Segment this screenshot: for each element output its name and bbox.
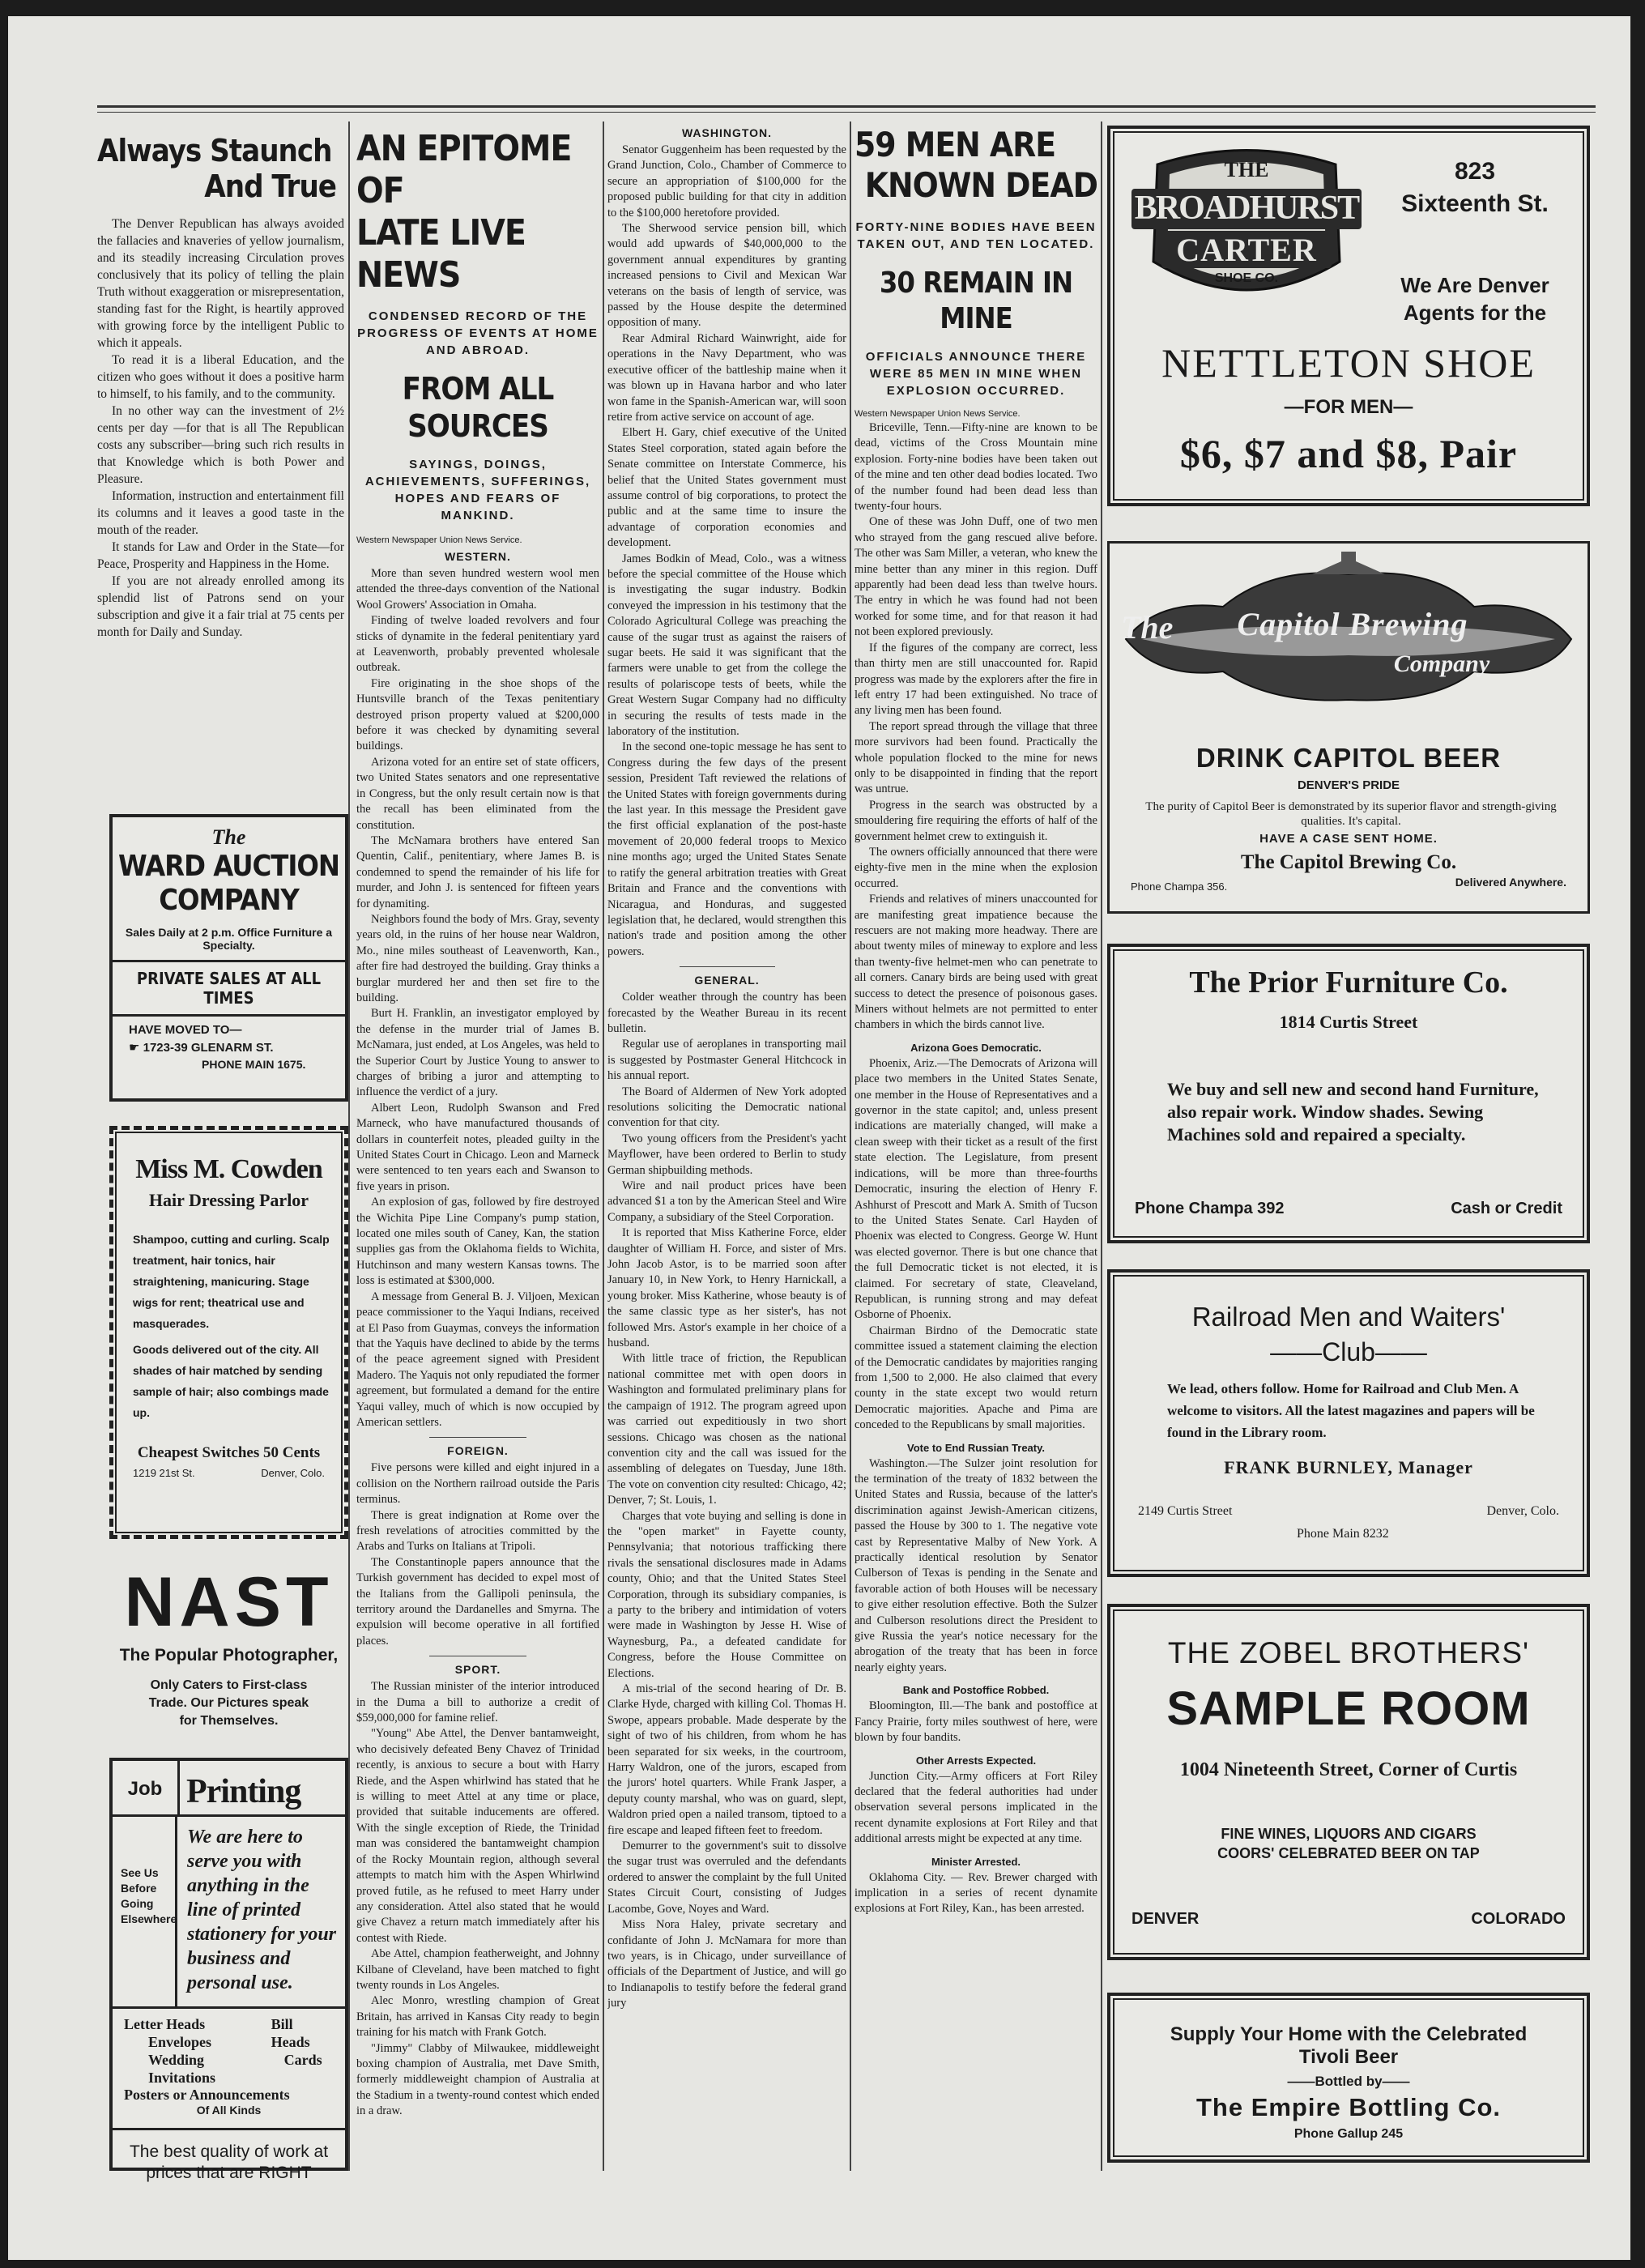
news-item: Phoenix, Ariz.—The Democrats of Arizona will place two members in the United States Senate, one member in the House of Representatives and a governor in the state capitol; and, unless present indications are materially changed, will make a clean sweep with their ticket as a result of the first state election. The Legislature, from present indications, will be more than three-fourths Democratic, insuring the election of Henry F. Ashhurst of Prescott and Mark A. Smith of Tucson to the United States Senate. Carl Hayden of Phoenix was elected to Congress. George W. Hunt was elected governor. There is but one chance that the full Democratic ticket is not elected, it is claimed. For secretary of state, Cleaveland, Republican, is running strong and may defeat Osborne of Phoenix. xyxy=(854,1056,1097,1322)
ward-phone: PHONE MAIN 1675. xyxy=(202,1058,306,1071)
empire-phone: Phone Gallup 245 xyxy=(1293,2127,1404,2141)
prior-text: We buy and sell new and second hand Furniture, also repair work. Window shades. Sewing Machines sold and repaired a specialty. xyxy=(1167,1079,1539,1145)
ward-name-2: COMPANY xyxy=(159,884,299,917)
paragraph: In no other way can the investment of 2½ cents per day —for that is all The Republican costs any subscriber—bring such rich results in that Knowledge which is both Power and Pleasure. xyxy=(97,404,344,486)
deck-officials: OFFICIALS ANNOUNCE THERE WERE 85 MEN IN MINE WHEN EXPLOSION OCCURRED. xyxy=(865,350,1087,398)
job-side: See Us Before Going Elsewhere xyxy=(113,1817,177,2006)
section-minister: Minister Arrested. xyxy=(931,1855,1021,1868)
ward-name-1: WARD AUCTION xyxy=(117,850,340,883)
ward-the: The xyxy=(211,825,246,849)
paragraph: It stands for Law and Order in the State—for Peace, Prosperity and Happiness in the Home. xyxy=(97,540,344,571)
arizona-article xyxy=(854,1056,1097,1434)
top-rule xyxy=(97,105,1596,108)
news-item: The McNamara brothers have entered San Quentin, Calif., penitentiary, where James B. is condemned to spend the remainder of his life for murder, and John J. is sentenced for fifteen years for dynamiting. xyxy=(356,833,599,910)
zobel-wines: FINE WINES, LIQUORS AND CIGARS xyxy=(1221,1826,1477,1842)
paragraph: To read it is a liberal Education, and the citizen who goes without it does a positive harm to himself, to his family, and to the community. xyxy=(97,353,344,401)
headline-59-men: 59 MEN ARE xyxy=(854,125,1056,164)
paragraph: The Denver Republican has always avoided the fallacies and knaveries of yellow journalism, and its steadily increasing Circulation proves conclusively that its policy of telling the plain Truth without exaggeration or misrepresentation, standing fast for the Right, is heartily approved with growing force by the intelligent Public to which it appeals. xyxy=(97,217,344,350)
news-item: Charges that vote buying and selling is done in the "open market" in Fayette county, Pennsylvania; that notorious trafficking there rivals the sensational disclosures made in Adams county, Ohio; and that the United States Steel Corporation, through its subsidiary companies, is a party to the bribery and intimidation of voters were made in Washington by Jesse H. Wise of Waynesburg, Pa., a defeated candidate for Congress, before the House Committee on Elections. xyxy=(607,1509,846,1680)
ward-moved: HAVE MOVED TO— xyxy=(129,1023,242,1037)
section-sport: SPORT. xyxy=(454,1663,501,1677)
news-item: Arizona voted for an entire set of state officers, two United States senators and one representative in Congress, but the only result certain now is that the recall has been eliminated from the constitution. xyxy=(356,755,599,832)
prior-terms: Cash or Credit xyxy=(1451,1200,1562,1217)
printing-label: Printing xyxy=(186,1773,301,1810)
news-item: Chairman Birdno of the Democratic state committee issued a statement claiming the election of the Democratic candidates by majorities ranging from 1,500 to 2,000. He also claimed that every county in the state except two would return Democratic majorities. Apache and Pima are conceded to the Republicans by small majorities. xyxy=(854,1324,1097,1432)
job-item: Posters or Announcements xyxy=(124,2087,290,2103)
deck-condensed: CONDENSED RECORD OF THE PROGRESS OF EVENTS AT HOME AND ABROAD. xyxy=(357,309,599,357)
carter-name: CARTER xyxy=(1176,232,1317,268)
news-item: It is reported that Miss Katherine Force, elder daughter of William H. Force, and sister of Mrs. John Jacob Astor, is to be married soon after January 10, in New York, to Henry Harnickall, a young broker. Miss Katherine, whose beauty is of the same classic type as her sister's, has not followed Mrs. Astor's example in her choice of a husband. xyxy=(607,1226,846,1350)
deck-forty-nine: FORTY-NINE BODIES HAVE BEEN TAKEN OUT, AND TEN LOCATED. xyxy=(855,220,1097,251)
news-item: The Board of Aldermen of New York adopted resolutions soliciting the Democratic national convention for that city. xyxy=(607,1085,846,1130)
section-general: GENERAL. xyxy=(694,974,760,987)
bank-article xyxy=(854,1699,1097,1746)
job-item: Wedding Invitations xyxy=(148,2052,216,2086)
cowden-sub: Hair Dressing Parlor xyxy=(148,1190,309,1210)
russian-article xyxy=(854,1456,1097,1677)
paragraph: If you are not already enrolled among its splendid list of Patrons send on your subscription and give it a fair trial at 75 cents per month for Daily and Sunday. xyxy=(97,574,344,639)
news-item: Wire and nail product prices have been advanced $1 a ton by the American Steel and Wire Company, a subsidiary of the Steel Corporation. xyxy=(607,1179,846,1224)
column-rule xyxy=(603,122,604,2171)
news-item: Finding of twelve loaded revolvers and four sticks of dynamite in the federal penitentiary yard at Leavenworth, probably prevented wholesale outbreak. xyxy=(356,614,599,675)
job-item: Envelopes xyxy=(148,2034,212,2050)
railroad-text: We lead, others follow. Home for Railroad and Club Men. A welcome to visitors. All the latest magazines and papers will be found in the Library room. xyxy=(1167,1381,1535,1440)
railroad-street: 2149 Curtis Street xyxy=(1138,1504,1233,1518)
job-label: Job xyxy=(113,1761,180,1814)
section-arizona: Arizona Goes Democratic. xyxy=(910,1041,1042,1054)
news-item: A message from General B. J. Viljoen, Mexican peace commissioner to the Yaqui Indians, received at El Paso from Guaymas, conveys the information that the Yaquis have declined to abide by the terms of the peace agreement signed with President Madero. The Yaquis not only repudiated the former agreement, but formulated a demand for the entire Yaqui valley, much of which is now occupied by American settlers. xyxy=(356,1290,599,1429)
prior-phone: Phone Champa 392 xyxy=(1135,1200,1285,1217)
railroad-phone: Phone Main 8232 xyxy=(1297,1527,1389,1541)
news-item: There is great indignation at Rome over the fresh revelations of atrocities committed by the Arabs and Turks on Italians at Tripoli. xyxy=(356,1508,599,1554)
mine-article xyxy=(854,420,1097,1034)
nast-ad xyxy=(109,1555,348,1742)
news-item: More than seven hundred western wool men attended the three-days convention of the National Wool Growers' Association in Omaha. xyxy=(356,567,599,612)
news-item: Washington.—The Sulzer joint resolution for the termination of the treaty of 1832 between the United States and Russia, because of the latter's discrimination against Jewish-American citizens, passed the House by 300 to 1. The negative vote cast by Representative Malby of New York. A practically identical resolution by Senator Culberson of Texas is pending in the Senate and favorable action of both Houses will be necessary to give either resolution effective. Both the Sulzer and Culberson resolutions direct the President to give Russia the year's notice necessary for the abrogation of the treaty that has been in force nearly eighty years. xyxy=(854,1456,1097,1674)
broadhurst-number: 823 xyxy=(1454,158,1496,185)
column-4 xyxy=(854,122,1097,2171)
headline-and-true: And True xyxy=(204,168,336,204)
news-item: Friends and relatives of miners unaccounted for are manifesting great impatience because the rescuers are not making more headway. There are about twenty miles of mineway to explore and less than twenty-five helmet-men who can penetrate to all corners. Canary birds are being used with great success to detect the presence of poisonous gases. Miners without helmets are not permitted to enter chambers in which the birds cannot live. xyxy=(854,893,1097,1032)
headline-30-remain: 30 REMAIN IN MINE xyxy=(879,266,1073,335)
empire-supply: Supply Your Home with the Celebrated xyxy=(1170,2023,1528,2045)
zobel-address: 1004 Nineteenth Street, Corner of Curtis xyxy=(1179,1759,1518,1780)
empire-tivoli: Tivoli Beer xyxy=(1298,2046,1399,2068)
news-item: Two young officers from the President's yacht Mayflower, have been ordered to Berlin to study German shipbuilding methods. xyxy=(607,1132,846,1177)
nettleton-brand: NETTLETON SHOE xyxy=(1161,340,1536,386)
news-item: Five persons were killed and eight injured in a collision on the Northern railroad outside the Paris terminus. xyxy=(356,1461,599,1507)
job-footer: The best quality of work at prices that are RIGHT xyxy=(129,2142,329,2182)
news-item: With little trace of friction, the Republican national committee met with open doors in Washington and formulated preliminary plans for the campaign of 1912. The program agreed upon was carried out expeditiously in two short sessions. Chicago was chosen as the national convention city and the call was issued for the assembling of delegates on Tuesday, June 18th. The vote on convention city resulted: Chicago, 42; Denver, 7; St. Louis, 1. xyxy=(607,1352,846,1507)
ward-auction-ad xyxy=(109,814,348,1102)
zobel-city: DENVER xyxy=(1131,1910,1200,1928)
for-men: —FOR MEN— xyxy=(1284,396,1413,418)
news-item: Briceville, Tenn.—Fifty-nine are known to be dead, victims of the Cross Mountain mine explosion. Forty-nine bodies have been taken out of the mine and ten other dead bodies located. Two of the number found had been dead less than twenty-four hours. xyxy=(854,421,1097,514)
capitol-phone: Phone Champa 356. xyxy=(1131,880,1228,893)
deck-sayings: SAYINGS, DOINGS, ACHIEVEMENTS, SUFFERINGS, HOPES AND FEARS OF MANKIND. xyxy=(364,458,591,522)
republican-article xyxy=(97,215,344,641)
nast-sub: The Popular Photographer, xyxy=(119,1646,339,1665)
section-washington: WASHINGTON. xyxy=(681,126,773,139)
cowden-address: 1219 21st St. Denver, Colo. xyxy=(133,1467,325,1479)
railroad-city: Denver, Colo. xyxy=(1486,1504,1559,1518)
news-item: Bloomington, Ill.—The bank and postoffice at Fancy Prairie, forty miles southwest of here, were blown by four bandits. xyxy=(854,1699,1097,1745)
zobel-room: SAMPLE ROOM xyxy=(1166,1682,1531,1735)
news-item: A mis-trial of the second hearing of Dr. B. Clarke Hyde, charged with killing Col. Thomas H. Swope, appears probable. Made desperate by the sight of two of his children, from whom he has been separated for six weeks, in the courtroom, Harry Waldron, one of the jurors, escaped from the jurors' hotel quarters. While Frank Jasper, a deputy county marshal, who was on guard, slept, Waldron pried open a nailed transom, tiptoed to a fire escape and leaped fifteen feet to freedom. xyxy=(607,1682,846,1837)
news-item: Abe Attel, champion featherweight, and Johnny Kilbane of Cleveland, have been matched to fight twenty rounds in Los Angeles. xyxy=(356,1947,599,1992)
news-item: Albert Leon, Rudolph Swanson and Fred Marneck, who have manufactured thousands of dollars in counterfeit notes, pleaded guilty in the United States Court in Chicago. Leon and Marneck were sentenced to ten years each and Swanson to five years in prison. xyxy=(356,1101,599,1193)
minister-article xyxy=(854,1870,1097,1917)
capitol-headline: DRINK CAPITOL BEER xyxy=(1195,743,1502,773)
headline-late-news: LATE LIVE NEWS xyxy=(356,212,526,296)
news-item: Burt H. Franklin, an investigator employed by the defense in the murder trial of James B. McNamara, just ended, at Los Angeles, was held to the Superior Court by Justice Young to answer to charges of bribing a juror and attempting to influence the verdict of a jury. xyxy=(356,1007,599,1099)
news-item: One of these was John Duff, one of two men who strayed from the gang rescued alive before. The other was Sam Miller, a veteran, who knew the mine better than any miner in this region. Duff apparently had been dead less than twelve hours. The entry in which he was found had not been worked for some time, and for that reason it had not been explored previously. xyxy=(854,515,1097,639)
capitol-brewing-ad xyxy=(1107,541,1590,914)
headline-known-dead: KNOWN DEAD xyxy=(864,165,1097,205)
news-credit: Western Newspaper Union News Service. xyxy=(356,535,522,545)
news-item: The owners officially announced that there were eighty-five men in the mine when the explosion occurred. xyxy=(854,845,1097,890)
news-item: Oklahoma City. — Rev. Brewer charged with implication in a series of recent dynamite explosions at Fort Riley, Kan., has been arrested. xyxy=(854,1870,1097,1916)
railroad-club: ——Club—— xyxy=(1270,1337,1427,1366)
news-item: The Sherwood service pension bill, which would add upwards of $40,000,000 to the government annual expenditures by granting increased pensions to Civil and Mexican War veterans on the basis of length of service, was passed by the House despite the determined opposition of many. xyxy=(607,222,846,330)
railroad-name: Railroad Men and Waiters' xyxy=(1191,1302,1506,1332)
news-item: The report spread through the village that three more survivors had been found. Practically the whole population flocked to the mine for news only to be disappointed in finding that the report was untrue. xyxy=(854,719,1097,796)
news-item: The Russian minister of the interior introduced in the Duma a bill to authorize a credit of $59,000,000 for famine relief. xyxy=(356,1680,599,1725)
news-item: "Young" Abe Attel, the Denver bantamweight, who decisively defeated Beny Chavez of Trinidad recently, is anxious to secure a bout with Harry Riede, and the Aspen whirlwind has stated that he is willing to meet Attel at any time or place, provided that suitable inducements are offered. With the single exception of Riede, the Trinidad man was considered the bantamweight champion of the Rocky Mountain region, although several attempts to match him with the Aspen Whirlwind proved futile, as he refused to meet Harry under any consideration. Attel also stated that he would give Chavez a return match immediately after his contest with Riede. xyxy=(356,1727,599,1945)
capitol-text: The purity of Capitol Beer is demonstrated by its superior flavor and strength-giving qualities. It's capital. xyxy=(1145,800,1557,828)
nast-text: Only Caters to First-class Trade. Our Pictures speak for Themselves. xyxy=(148,1678,309,1728)
capitol-sub: DENVER'S PRIDE xyxy=(1297,778,1400,792)
empire-bottled: ——Bottled by—— xyxy=(1287,2074,1410,2089)
column-rule xyxy=(850,122,851,2171)
section-other-arrests: Other Arrests Expected. xyxy=(915,1754,1037,1767)
news-item: Miss Nora Haley, private secretary and confidante of John J. McNamara for more than two years, is in Chicago, under surveillance of officials of the Department of Justice, and will go to Indianapolis to testify before the federal grand jury xyxy=(607,1918,846,2010)
ward-address: ☛ 1723-39 GLENARM ST. xyxy=(129,1041,274,1055)
broadhurst-ad xyxy=(1107,126,1590,506)
job-slogan: We are here to serve you with anything in the line of printed stationery for your business and personal use. xyxy=(187,1827,337,1993)
broadhurst-street: Sixteenth St. xyxy=(1401,190,1549,217)
zobel-ad xyxy=(1107,1604,1590,1960)
job-printing-ad xyxy=(109,1758,348,2182)
ward-private: PRIVATE SALES AT ALL TIMES xyxy=(136,969,322,1008)
news-item: Senator Guggenheim has been requested by the Grand Junction, Colo., Chamber of Commerce to secure an appropriation of $100,000 for the proposed public building for that city in addition to the $100,000 heretofore provided. xyxy=(607,143,846,220)
prior-furniture-ad xyxy=(1107,944,1590,1243)
news-item: Junction City.—Army officers at Fort Riley declared that the federal authorities had under observation several persons implicated in the recent dynamite explosions at Fort Riley and that additional arrests might be expected at any time. xyxy=(854,1769,1097,1846)
job-item: Letter Heads xyxy=(124,2016,206,2032)
broadhurst-shoe: SHOE CO. xyxy=(1214,271,1279,285)
capitol-logo-name: Capitol Brewing xyxy=(1237,606,1468,642)
railroad-club-ad xyxy=(1107,1269,1590,1577)
sport-news xyxy=(356,1679,599,2119)
top-rule-thin xyxy=(97,112,1596,113)
news-item: Regular use of aeroplanes in transporting mail is suggested by Postmaster General Hitchcock in his annual report. xyxy=(607,1038,846,1083)
news-item: Progress in the search was obstructed by a smouldering fire requiring the efforts of half of the government helmet crew to extinguish it. xyxy=(854,798,1097,843)
cowden-services: Shampoo, cutting and curling. Scalp treatment, hair tonics, hair straightening, manicuring. Stage wigs for rent; theatrical use and masquerades. xyxy=(133,1233,330,1330)
news-credit: Western Newspaper Union News Service. xyxy=(854,409,1021,419)
news-item: In the second one-topic message he has sent to Congress during the few days of the present session, President Taft reviewed the relations of the United States with foreign governments during the last year. In this message the President gave the first official explanation of the post-haste movement of 20,000 federal troops to Mexico nine months ago; urged the United States Senate to ratify the general arbitration treaties with Great Britain and France and the conventions with Nicaragua, and Honduras, and suggested legislation that, he declared, would strengthen this nation's trade and position among the other powers. xyxy=(607,740,846,958)
job-item: Cards xyxy=(283,2052,322,2068)
prior-address: 1814 Curtis Street xyxy=(1279,1012,1418,1032)
zobel-coors: COORS' CELEBRATED BEER ON TAP xyxy=(1217,1845,1480,1861)
section-western: WESTERN. xyxy=(445,550,511,563)
column-2 xyxy=(356,122,599,2171)
headline-all-sources: FROM ALL SOURCES xyxy=(402,371,554,444)
capitol-company: The Capitol Brewing Co. xyxy=(1240,851,1457,873)
news-item: James Bodkin of Mead, Colo., was a witness before the special committee of the House which is investigating the sugar industry. Bodkin conveyed the impression in his testimony that the Colorado Agricultural College was preaching the cause of the sugar trust as against the raisers of sugar beets. He said it was significant that the farmers were unable to get from the college the results of polariscope tests of beets, while the Great Western Sugar Company had no difficulty in securing the results of tests made in the laboratory of the institution. xyxy=(607,552,846,739)
empire-company: The Empire Bottling Co. xyxy=(1195,2093,1502,2121)
cowden-name: Miss M. Cowden xyxy=(135,1154,322,1184)
news-item: Demurrer to the government's suit to dissolve the sugar trust was overruled and the defendants ordered to answer the complaint by the full United States Circuit Court, consisting of Judges Lacombe, Gove, Noyes and Ward. xyxy=(607,1840,846,1916)
general-news xyxy=(607,990,846,2011)
railroad-manager: FRANK BURNLEY, Manager xyxy=(1224,1457,1473,1477)
headline-epitome: AN EPITOME OF xyxy=(356,128,572,211)
capitol-case: HAVE A CASE SENT HOME. xyxy=(1259,832,1438,846)
cowden-ad xyxy=(109,1126,348,1539)
zobel-name: THE ZOBEL BROTHERS' xyxy=(1167,1636,1530,1669)
news-item: The Constantinople papers announce that the Turkish government has decided to expel most of the Italians from the Gallipoli peninsula, the territory around the Dardanelles and Smyrna. The expulsion will become operative in all fortified places. xyxy=(356,1555,599,1648)
ward-sales: Sales Daily at 2 p.m. Office Furniture a Specialty. xyxy=(125,926,333,952)
headline-always-staunch: Always Staunch xyxy=(97,133,332,168)
pointing-hand-icon: ☛ xyxy=(129,1041,143,1055)
other-arrests-article xyxy=(854,1769,1097,1848)
news-item: Elbert H. Gary, chief executive of the United States Steel corporation, stated again before the Senate committee on Interstate Commerce, his belief that the United States government must assume control of big corporations, to protect the public and at the same time to insure the advantage of corporation economies and development. xyxy=(607,426,846,550)
foreign-news xyxy=(356,1460,599,1649)
news-item: Rear Admiral Richard Wainwright, aide for operations in the Navy Department, who was executive officer of the battleship maine when it was blown up in Havana harbor and who later won fame in the Spanish-American war, will soon retire from active service on account of age. xyxy=(607,331,846,424)
news-item: "Jimmy" Clabby of Milwaukee, middleweight boxing champion of Australia, met Dave Smith, formerly middleweight champion of Australia at the Stadium in a twenty-round contest which ended in a draw. xyxy=(356,2041,599,2118)
nettleton-price: $6, $7 and $8, Pair xyxy=(1179,431,1518,476)
news-item: Neighbors found the body of Mrs. Gray, seventy years old, in the ruins of her house near Waldron, Mo., nine miles southeast of Leavenworth, Kan., after fire had destroyed the building. Gray thinks a burglar murdered her and then set fire to the building. xyxy=(356,912,599,1004)
news-item: An explosion of gas, followed by fire destroyed the Wichita Pipe Line Company's pump station, located one miles south of Caney, Kan, the station supplies gas from the Oklahoma fields to Wichita, Hutchinson and many western Kansas towns. The loss is estimated at $300,000. xyxy=(356,1196,599,1288)
capitol-delivered: Delivered Anywhere. xyxy=(1455,876,1566,889)
broadhurst-the: THE xyxy=(1224,158,1269,181)
nast-name: NAST xyxy=(124,1563,334,1641)
news-item: If the figures of the company are correct, less than thirty men are still unaccounted for. Rapid progress was made by the explorers after the fire in left entry 17 had been extinguished. No trace of any living men has been found. xyxy=(854,641,1097,718)
news-item: Colder weather through the country has been forecasted by the Weather Bureau in its recent bulletin. xyxy=(607,991,846,1035)
prior-name: The Prior Furniture Co. xyxy=(1189,966,1508,1000)
washington-news xyxy=(607,143,846,960)
job-item: Bill Heads xyxy=(271,2016,310,2050)
section-russian-treaty: Vote to End Russian Treaty. xyxy=(907,1441,1045,1454)
capitol-logo-company: Company xyxy=(1393,650,1490,677)
broadhurst-name: BROADHURST xyxy=(1134,190,1359,227)
section-foreign: FOREIGN. xyxy=(447,1444,509,1458)
broadhurst-agents: We Are Denver Agents for the xyxy=(1400,273,1549,325)
cowden-goods: Goods delivered out of the city. All shades of hair matched by sending sample of hair; also combings made up. xyxy=(133,1343,329,1419)
job-all-kinds: Of All Kinds xyxy=(196,2104,262,2117)
western-news xyxy=(356,566,599,1430)
zobel-state: COLORADO xyxy=(1471,1910,1566,1928)
empire-bottling-ad xyxy=(1107,1993,1590,2163)
cowden-switches: Cheapest Switches 50 Cents xyxy=(137,1444,321,1461)
column-3 xyxy=(607,122,846,2171)
news-item: Alec Monro, wrestling champion of Great Britain, has arrived in Kansas City ready to begin training for his match with Frank Gotch. xyxy=(356,1994,599,2040)
job-items xyxy=(113,2009,345,2087)
section-bank: Bank and Postoffice Robbed. xyxy=(902,1684,1050,1697)
column-rule xyxy=(348,122,350,2171)
column-rule xyxy=(1101,122,1102,2171)
paragraph: Information, instruction and entertainment fill its columns and it leaves a good taste in the mouth of the reader. xyxy=(97,489,344,537)
news-item: Fire originating in the shoe shops of the Huntsville branch of the Texas penitentiary destroyed prison property valued at $200,000 before it was checked by dynamiting several buildings. xyxy=(356,676,599,753)
capitol-logo-the: The xyxy=(1121,609,1174,646)
